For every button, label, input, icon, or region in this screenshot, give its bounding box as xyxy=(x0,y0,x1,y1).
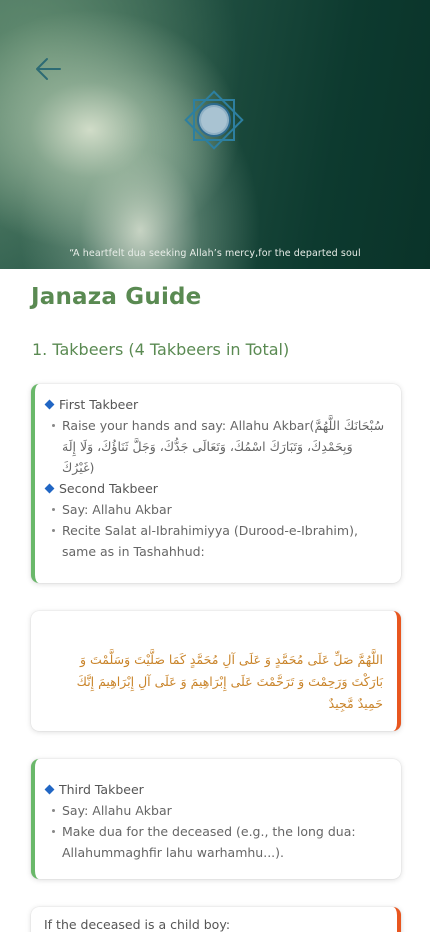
diamond-bullet-icon xyxy=(45,484,55,494)
first-takbeer-heading: First Takbeer xyxy=(44,394,389,415)
child-boy-text: If the deceased is a child boy: xyxy=(44,917,231,932)
hero-caption: “A heartfelt dua seeking Allah’s mercy,for the departed soul xyxy=(69,248,361,259)
durood-arabic-card xyxy=(31,611,401,731)
page-title: Janaza Guide xyxy=(31,284,202,310)
second-takbeer-say: Say: Allahu Akbar xyxy=(44,499,389,520)
second-takbeer-durood: Recite Salat al-Ibrahimiyya (Durood-e-Ibrahim), same as in Tashahhud: xyxy=(44,520,389,562)
second-takbeer-heading: Second Takbeer xyxy=(44,478,389,499)
islamic-emblem-icon xyxy=(183,89,245,151)
third-takbeer-say: Say: Allahu Akbar xyxy=(44,800,389,821)
diamond-bullet-icon xyxy=(45,785,55,795)
child-boy-card xyxy=(31,907,401,932)
back-arrow-icon[interactable] xyxy=(30,54,66,84)
third-takbeer-dua: Make dua for the deceased (e.g., the long dua: Allahummaghfir lahu warhamhu...). xyxy=(44,821,389,863)
takbeer-card-1-2 xyxy=(31,384,401,583)
hero-banner xyxy=(0,0,430,269)
durood-arabic-text: اللَّهُمَّ صَلِّ عَلَى مُحَمَّدٍ وَ عَلَى آلِ مُحَمَّدٍ كَمَا صَلَّيْتَ وَسَلَّمْتَ وَ بَارَكْتَ وَرَحِمْتَ وَ تَرَحَّمْتَ عَلَى إِبْرَاهِيمَ وَ عَلَى آلِ إِبْرَاهِيمَ إِنَّكَ حَمِيدٌ مَّجِيدٌ xyxy=(76,652,383,711)
diamond-bullet-icon xyxy=(45,400,55,410)
first-takbeer-instruction: Raise your hands and say: Allahu Akbar(سُبْحَانَكَ اللَّهُمَّ وَبِحَمْدِكَ، وَتَبَارَكَ اسْمُكَ، وَتَعَالَى جَدُّكَ، وَجَلَّ ثَنَاؤُكَ، وَلَا إِلَهَ غَيْرُكَ) xyxy=(44,415,389,478)
third-takbeer-heading: Third Takbeer xyxy=(44,779,389,800)
section-title: 1. Takbeers (4 Takbeers in Total) xyxy=(32,340,290,359)
takbeer-card-3 xyxy=(31,759,401,879)
